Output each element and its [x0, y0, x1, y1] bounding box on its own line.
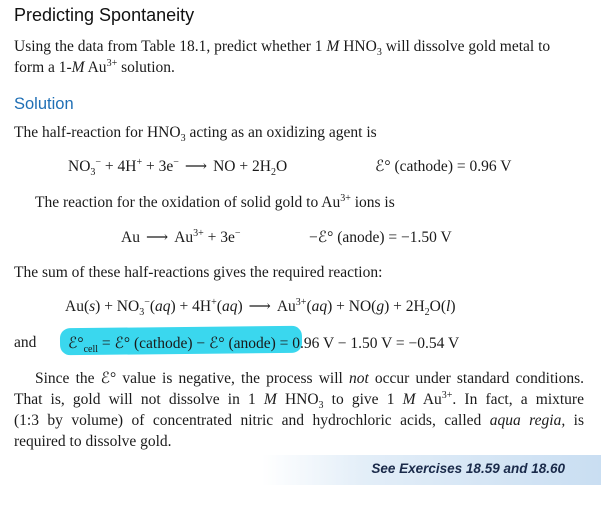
and-label: and	[14, 334, 37, 351]
problem-line-1: Using the data from Table 18.1, predict whether 1 M $HNO_3$ will dissolve gold metal to	[14, 38, 551, 59]
anode-equation: Au ⟶ $Au^{3+} + 3e^-$	[121, 227, 241, 246]
oxidation-intro: The reaction for the oxidation of solid gold to $Au^{3+}$ ions is	[35, 192, 395, 211]
overall-equation: $Au(s) + NO_3^-(aq) + 4H^+(aq)$ ⟶ $Au^{3+}(aq) + NO(g) + 2H_2O(l)$	[65, 296, 456, 319]
cathode-potential: ℰ° (cathode) = 0.96 V	[375, 158, 512, 175]
conclusion-line-1: Since the ℰ° value is negative, the process will not occur under standard conditions.	[35, 370, 584, 387]
reaction-arrow: ⟶	[145, 229, 169, 246]
conclusion-line-3: (1:3 by volume) of concentrated nitric and hydrochloric acids, called aqua regia, is	[14, 412, 584, 429]
cell-potential-equation: $ℰ^\circ_{cell}$ = ℰ° (cathode) − ℰ° (anode) = 0.96 V − 1.50 V = −0.54 V	[68, 335, 460, 356]
see-exercises-link[interactable]: See Exercises 18.59 and 18.60	[371, 461, 565, 476]
problem-line-2: form a 1-M $Au^{3+}$ solution.	[14, 57, 175, 76]
reaction-arrow: ⟶	[184, 158, 208, 175]
half-reaction-intro: The half-reaction for $HNO_3$ acting as an oxidizing agent is	[14, 124, 377, 145]
anode-potential: −ℰ° (anode) = −1.50 V	[309, 229, 452, 246]
conclusion-line-2: That is, gold will not dissolve in 1 M $HNO_3$ to give 1 M $Au^{3+}$. In fact, a mixture	[14, 389, 584, 412]
reaction-arrow: ⟶	[248, 298, 271, 315]
sum-intro: The sum of these half-reactions gives the required reaction:	[14, 264, 383, 281]
page-title: Predicting Spontaneity	[14, 5, 195, 25]
cathode-equation: $NO_3^- + 4H^+ + 3e^-$ ⟶ NO + $2H_2O$	[68, 156, 288, 179]
see-exercises-box	[262, 455, 601, 485]
conclusion-line-4: required to dissolve gold.	[14, 433, 172, 450]
solution-heading: Solution	[14, 95, 74, 113]
